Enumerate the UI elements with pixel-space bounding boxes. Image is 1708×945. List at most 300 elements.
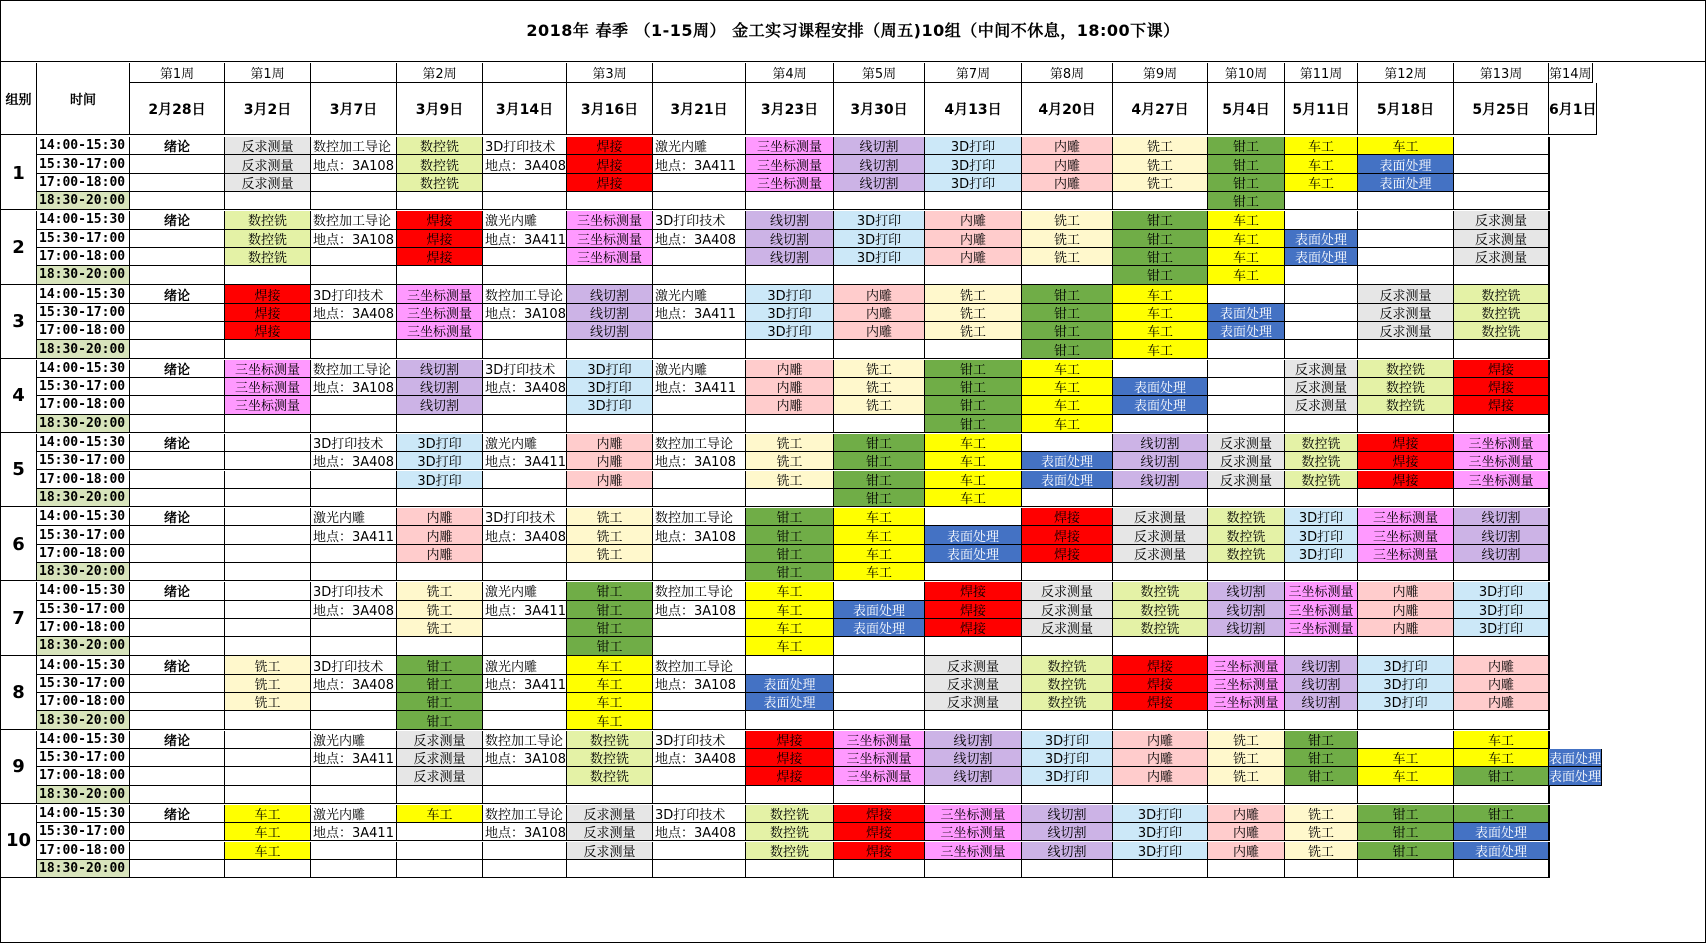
course-cell xyxy=(653,174,746,192)
course-cell xyxy=(1549,266,1550,284)
course-cell: 地点：3A411 xyxy=(483,230,567,248)
course-cell xyxy=(1208,563,1285,581)
course-cell: 线切割 xyxy=(567,285,653,303)
course-cell xyxy=(483,248,567,266)
time-slot: 18:30-20:00 xyxy=(37,415,130,433)
course-cell xyxy=(1113,860,1208,878)
date-header: 3月30日 xyxy=(834,83,925,135)
course-cell: 车工 xyxy=(1113,285,1208,303)
course-cell: 数控铣 xyxy=(397,137,483,155)
course-cell: 数控铣 xyxy=(1358,378,1454,396)
course-cell: 内雕 xyxy=(1454,656,1549,674)
course-cell xyxy=(1113,360,1208,378)
course-cell: 线切割 xyxy=(746,248,834,266)
date-header: 3月21日 xyxy=(653,83,746,135)
course-cell: 内雕 xyxy=(1022,137,1113,155)
course-cell: 数控铣 xyxy=(1113,582,1208,600)
course-cell: 地点：3A108 xyxy=(483,304,567,322)
course-cell xyxy=(1549,360,1550,378)
week-header: 第10周 xyxy=(1208,63,1285,83)
course-cell xyxy=(130,675,225,693)
course-cell xyxy=(746,415,834,433)
course-cell: 线切割 xyxy=(1285,693,1358,711)
course-cell: 三坐标测量 xyxy=(746,137,834,155)
course-cell: 绪论 xyxy=(130,582,225,600)
group-label: 9 xyxy=(1,731,37,804)
week-header xyxy=(311,63,397,83)
course-cell: 数控铣 xyxy=(746,805,834,823)
date-header: 5月25日 xyxy=(1454,83,1549,135)
week-header: 第13周 xyxy=(1454,63,1549,83)
course-cell: 车工 xyxy=(1454,749,1549,767)
course-cell xyxy=(1549,340,1550,358)
course-cell: 车工 xyxy=(925,452,1022,470)
course-cell: 钳工 xyxy=(1113,230,1208,248)
course-cell: 铣工 xyxy=(1208,731,1285,749)
course-cell: 地点：3A408 xyxy=(311,452,397,470)
course-cell: 内雕 xyxy=(397,545,483,563)
course-cell: 钳工 xyxy=(746,545,834,563)
course-cell xyxy=(746,656,834,674)
course-cell: 3D打印 xyxy=(925,174,1022,192)
course-cell: 内雕 xyxy=(746,378,834,396)
course-cell xyxy=(1022,434,1113,452)
course-cell xyxy=(130,322,225,340)
course-cell: 数控加工导论 xyxy=(311,211,397,229)
course-cell xyxy=(311,396,397,414)
course-cell xyxy=(1113,786,1208,804)
course-cell xyxy=(1208,340,1285,358)
course-cell xyxy=(311,192,397,210)
course-cell: 激光内雕 xyxy=(653,137,746,155)
time-slot: 15:30-17:00 xyxy=(37,452,130,470)
course-cell xyxy=(483,471,567,489)
course-cell: 内雕 xyxy=(1208,842,1285,860)
time-slot: 18:30-20:00 xyxy=(37,489,130,507)
course-cell: 3D打印技术 xyxy=(311,656,397,674)
course-cell: 表面处理 xyxy=(1358,155,1454,173)
course-cell: 车工 xyxy=(567,711,653,729)
course-cell xyxy=(746,711,834,729)
course-cell xyxy=(1454,415,1549,433)
course-cell: 车工 xyxy=(925,489,1022,507)
course-cell: 激光内雕 xyxy=(311,805,397,823)
course-cell: 车工 xyxy=(834,526,925,544)
course-cell: 3D打印 xyxy=(1022,767,1113,785)
course-cell: 车工 xyxy=(1358,767,1454,785)
course-cell: 焊接 xyxy=(746,731,834,749)
time-slot: 14:00-15:30 xyxy=(37,137,130,155)
course-cell: 内雕 xyxy=(1208,823,1285,841)
course-cell: 表面处理 xyxy=(1208,304,1285,322)
course-cell xyxy=(834,711,925,729)
course-cell: 表面处理 xyxy=(1454,823,1549,841)
course-cell xyxy=(1454,637,1549,655)
course-cell: 数控铣 xyxy=(1113,601,1208,619)
course-cell xyxy=(130,304,225,322)
group-label: 6 xyxy=(1,508,37,581)
course-cell: 数控加工导论 xyxy=(311,137,397,155)
course-cell: 钳工 xyxy=(834,434,925,452)
course-cell xyxy=(1022,266,1113,284)
course-cell: 反求测量 xyxy=(225,174,311,192)
course-cell xyxy=(925,637,1022,655)
course-cell xyxy=(225,415,311,433)
course-cell xyxy=(1549,415,1550,433)
course-cell xyxy=(225,637,311,655)
course-cell: 地点：3A108 xyxy=(653,452,746,470)
date-header: 3月16日 xyxy=(567,83,653,135)
time-slot: 14:00-15:30 xyxy=(37,656,130,674)
group-label: 4 xyxy=(1,360,37,433)
course-cell xyxy=(567,266,653,284)
course-cell: 绪论 xyxy=(130,360,225,378)
course-cell xyxy=(1549,675,1550,693)
course-cell: 铣工 xyxy=(397,619,483,637)
course-cell: 焊接 xyxy=(1454,378,1549,396)
course-cell xyxy=(746,786,834,804)
course-cell: 3D打印 xyxy=(567,378,653,396)
course-cell: 铣工 xyxy=(1113,137,1208,155)
course-cell: 反求测量 xyxy=(567,823,653,841)
course-cell: 车工 xyxy=(1113,304,1208,322)
course-cell xyxy=(311,860,397,878)
course-cell: 3D打印 xyxy=(397,434,483,452)
course-cell: 数控铣 xyxy=(1358,360,1454,378)
course-cell xyxy=(1285,211,1358,229)
course-cell: 地点：3A408 xyxy=(653,823,746,841)
course-cell: 表面处理 xyxy=(1285,248,1358,266)
course-cell: 车工 xyxy=(746,601,834,619)
course-cell xyxy=(1549,378,1550,396)
course-cell: 地点：3A411 xyxy=(653,155,746,173)
course-cell xyxy=(1208,637,1285,655)
course-cell: 反求测量 xyxy=(567,805,653,823)
course-cell: 地点：3A108 xyxy=(311,155,397,173)
course-cell xyxy=(1208,378,1285,396)
course-cell xyxy=(311,786,397,804)
course-cell: 3D打印 xyxy=(567,396,653,414)
course-cell xyxy=(1549,656,1550,674)
course-cell xyxy=(311,545,397,563)
course-cell: 反求测量 xyxy=(925,675,1022,693)
time-slot: 14:00-15:30 xyxy=(37,582,130,600)
course-cell xyxy=(1358,266,1454,284)
course-cell: 车工 xyxy=(1113,340,1208,358)
course-cell xyxy=(1454,711,1549,729)
course-cell xyxy=(225,266,311,284)
course-cell: 线切割 xyxy=(925,749,1022,767)
course-cell: 数控铣 xyxy=(225,211,311,229)
course-cell: 铣工 xyxy=(567,545,653,563)
course-cell xyxy=(834,192,925,210)
course-cell: 反求测量 xyxy=(1285,360,1358,378)
course-cell: 钳工 xyxy=(1022,340,1113,358)
course-cell: 焊接 xyxy=(1022,545,1113,563)
course-cell xyxy=(653,248,746,266)
course-cell: 反求测量 xyxy=(1454,248,1549,266)
course-cell: 钳工 xyxy=(397,675,483,693)
course-cell: 线切割 xyxy=(1454,508,1549,526)
course-cell: 地点：3A408 xyxy=(483,378,567,396)
course-cell: 焊接 xyxy=(1022,508,1113,526)
course-cell: 铣工 xyxy=(397,582,483,600)
time-column-header: 时间 xyxy=(37,63,130,135)
course-cell: 三坐标测量 xyxy=(1208,693,1285,711)
course-cell xyxy=(130,378,225,396)
course-cell xyxy=(653,637,746,655)
course-cell: 内雕 xyxy=(1454,693,1549,711)
course-cell: 3D打印 xyxy=(834,248,925,266)
course-cell: 焊接 xyxy=(1454,360,1549,378)
course-cell: 焊接 xyxy=(1022,526,1113,544)
course-cell xyxy=(1113,637,1208,655)
course-cell: 钳工 xyxy=(567,619,653,637)
course-cell: 表面处理 xyxy=(1549,767,1602,785)
course-cell xyxy=(483,619,567,637)
course-cell xyxy=(1549,211,1550,229)
course-cell: 车工 xyxy=(1454,731,1549,749)
time-slot: 18:30-20:00 xyxy=(37,711,130,729)
time-slot: 17:00-18:00 xyxy=(37,767,130,785)
course-cell xyxy=(397,192,483,210)
course-cell: 铣工 xyxy=(1022,211,1113,229)
course-cell: 内雕 xyxy=(1358,619,1454,637)
course-cell: 钳工 xyxy=(1113,266,1208,284)
course-cell xyxy=(1208,489,1285,507)
course-cell: 钳工 xyxy=(567,601,653,619)
course-cell: 焊接 xyxy=(746,767,834,785)
course-cell xyxy=(1549,731,1550,749)
course-cell xyxy=(567,563,653,581)
time-slot: 15:30-17:00 xyxy=(37,526,130,544)
course-cell xyxy=(225,563,311,581)
course-cell: 线切割 xyxy=(834,137,925,155)
course-cell: 钳工 xyxy=(567,582,653,600)
course-cell: 地点：3A108 xyxy=(653,526,746,544)
course-cell: 焊接 xyxy=(834,823,925,841)
course-cell: 三坐标测量 xyxy=(1454,471,1549,489)
course-cell: 钳工 xyxy=(1285,749,1358,767)
course-cell: 表面处理 xyxy=(1549,749,1602,767)
course-cell: 反求测量 xyxy=(1022,582,1113,600)
date-header: 6月1日 xyxy=(1549,83,1597,135)
course-cell: 3D打印 xyxy=(1358,656,1454,674)
course-cell: 内雕 xyxy=(397,508,483,526)
course-cell: 铣工 xyxy=(1208,749,1285,767)
course-cell: 三坐标测量 xyxy=(925,805,1022,823)
time-slot: 14:00-15:30 xyxy=(37,285,130,303)
course-cell: 3D打印 xyxy=(1113,805,1208,823)
course-cell: 焊接 xyxy=(1454,396,1549,414)
course-cell: 车工 xyxy=(225,842,311,860)
group-label: 2 xyxy=(1,211,37,284)
course-cell: 表面处理 xyxy=(1208,322,1285,340)
course-cell: 线切割 xyxy=(1208,601,1285,619)
course-cell xyxy=(1549,230,1550,248)
course-cell xyxy=(1549,285,1550,303)
course-cell: 反求测量 xyxy=(1208,434,1285,452)
course-cell xyxy=(311,637,397,655)
course-cell: 内雕 xyxy=(834,322,925,340)
course-cell: 绪论 xyxy=(130,285,225,303)
course-cell xyxy=(130,842,225,860)
course-cell: 焊接 xyxy=(397,211,483,229)
course-cell: 焊接 xyxy=(397,248,483,266)
course-cell: 地点：3A108 xyxy=(653,601,746,619)
course-cell: 钳工 xyxy=(925,360,1022,378)
course-cell xyxy=(653,415,746,433)
course-cell xyxy=(925,563,1022,581)
course-cell: 车工 xyxy=(925,434,1022,452)
course-cell xyxy=(1208,360,1285,378)
group-column-header: 组别 xyxy=(1,63,37,135)
time-slot: 17:00-18:00 xyxy=(37,248,130,266)
week-header: 第9周 xyxy=(1113,63,1208,83)
course-cell: 焊接 xyxy=(225,304,311,322)
course-cell: 铣工 xyxy=(1113,155,1208,173)
course-cell: 地点：3A411 xyxy=(653,304,746,322)
course-cell: 三坐标测量 xyxy=(1358,526,1454,544)
course-cell xyxy=(1549,174,1550,192)
course-cell: 反求测量 xyxy=(1022,601,1113,619)
course-cell xyxy=(1358,489,1454,507)
course-cell xyxy=(1549,842,1550,860)
course-cell xyxy=(483,322,567,340)
course-cell xyxy=(311,322,397,340)
course-cell xyxy=(1208,860,1285,878)
date-header: 5月4日 xyxy=(1208,83,1285,135)
course-cell xyxy=(130,563,225,581)
course-cell: 钳工 xyxy=(1208,174,1285,192)
course-cell: 数控加工导论 xyxy=(483,731,567,749)
course-cell: 焊接 xyxy=(925,619,1022,637)
course-cell: 3D打印 xyxy=(397,452,483,470)
course-cell xyxy=(834,675,925,693)
course-cell: 3D打印 xyxy=(1022,749,1113,767)
course-cell: 数控铣 xyxy=(567,767,653,785)
course-cell: 焊接 xyxy=(1113,675,1208,693)
week-header: 第1周 xyxy=(130,63,225,83)
course-cell: 数控铣 xyxy=(1022,693,1113,711)
course-cell xyxy=(397,340,483,358)
course-cell xyxy=(311,266,397,284)
course-cell xyxy=(925,508,1022,526)
group-label: 8 xyxy=(1,656,37,729)
course-cell: 3D打印技术 xyxy=(311,434,397,452)
course-cell xyxy=(311,415,397,433)
time-slot: 14:00-15:30 xyxy=(37,805,130,823)
course-cell: 内雕 xyxy=(834,285,925,303)
course-cell: 车工 xyxy=(925,471,1022,489)
course-cell: 激光内雕 xyxy=(311,731,397,749)
time-slot: 14:00-15:30 xyxy=(37,731,130,749)
course-cell: 车工 xyxy=(834,508,925,526)
course-cell: 钳工 xyxy=(746,526,834,544)
course-cell: 数控铣 xyxy=(1208,508,1285,526)
page-title: 2018年 春季 （1-15周） 金工实习课程安排（周五)10组（中间不休息，18:00下课） xyxy=(1,1,1705,62)
course-cell xyxy=(483,415,567,433)
course-cell: 线切割 xyxy=(1022,823,1113,841)
course-cell xyxy=(397,266,483,284)
course-cell: 反求测量 xyxy=(925,693,1022,711)
course-cell: 线切割 xyxy=(746,230,834,248)
course-cell: 三坐标测量 xyxy=(1454,452,1549,470)
course-cell: 铣工 xyxy=(397,601,483,619)
course-cell xyxy=(567,192,653,210)
course-cell: 焊接 xyxy=(225,285,311,303)
course-cell: 内雕 xyxy=(1358,582,1454,600)
time-slot: 18:30-20:00 xyxy=(37,340,130,358)
course-cell xyxy=(653,563,746,581)
course-cell: 反求测量 xyxy=(1022,619,1113,637)
course-cell: 三坐标测量 xyxy=(1285,582,1358,600)
course-cell: 线切割 xyxy=(1285,656,1358,674)
group-label: 7 xyxy=(1,582,37,655)
course-cell xyxy=(1454,266,1549,284)
course-cell: 车工 xyxy=(834,563,925,581)
course-cell xyxy=(130,619,225,637)
course-cell: 绪论 xyxy=(130,137,225,155)
course-cell: 3D打印 xyxy=(925,155,1022,173)
course-cell xyxy=(483,266,567,284)
course-cell: 3D打印 xyxy=(746,285,834,303)
course-cell: 数控加工导论 xyxy=(653,434,746,452)
course-cell xyxy=(225,434,311,452)
course-cell xyxy=(1285,711,1358,729)
course-cell: 数控铣 xyxy=(1454,304,1549,322)
course-cell: 地点：3A408 xyxy=(653,749,746,767)
course-cell: 钳工 xyxy=(746,563,834,581)
course-cell: 车工 xyxy=(1022,378,1113,396)
course-cell: 三坐标测量 xyxy=(1454,434,1549,452)
course-cell: 表面处理 xyxy=(1358,174,1454,192)
course-cell: 钳工 xyxy=(567,637,653,655)
course-cell xyxy=(311,248,397,266)
course-cell xyxy=(130,174,225,192)
course-cell xyxy=(397,842,483,860)
course-cell xyxy=(311,711,397,729)
course-cell: 数控铣 xyxy=(1358,396,1454,414)
course-cell xyxy=(225,601,311,619)
course-cell: 铣工 xyxy=(925,285,1022,303)
course-cell xyxy=(483,711,567,729)
course-cell: 车工 xyxy=(834,545,925,563)
course-cell xyxy=(225,749,311,767)
course-cell: 线切割 xyxy=(397,360,483,378)
course-cell xyxy=(834,266,925,284)
course-cell xyxy=(1358,415,1454,433)
week-header: 第12周 xyxy=(1358,63,1454,83)
course-cell: 钳工 xyxy=(925,378,1022,396)
course-cell: 线切割 xyxy=(1454,526,1549,544)
course-cell xyxy=(567,340,653,358)
course-cell: 三坐标测量 xyxy=(225,378,311,396)
course-cell xyxy=(1549,805,1550,823)
course-cell xyxy=(1549,248,1550,266)
course-cell: 绪论 xyxy=(130,731,225,749)
course-cell xyxy=(483,489,567,507)
course-cell xyxy=(834,860,925,878)
course-cell xyxy=(1454,192,1549,210)
course-cell xyxy=(397,563,483,581)
course-cell xyxy=(397,415,483,433)
course-cell: 绪论 xyxy=(130,805,225,823)
course-cell xyxy=(1285,266,1358,284)
course-cell: 三坐标测量 xyxy=(225,396,311,414)
course-cell: 地点：3A108 xyxy=(311,230,397,248)
course-cell: 钳工 xyxy=(834,452,925,470)
